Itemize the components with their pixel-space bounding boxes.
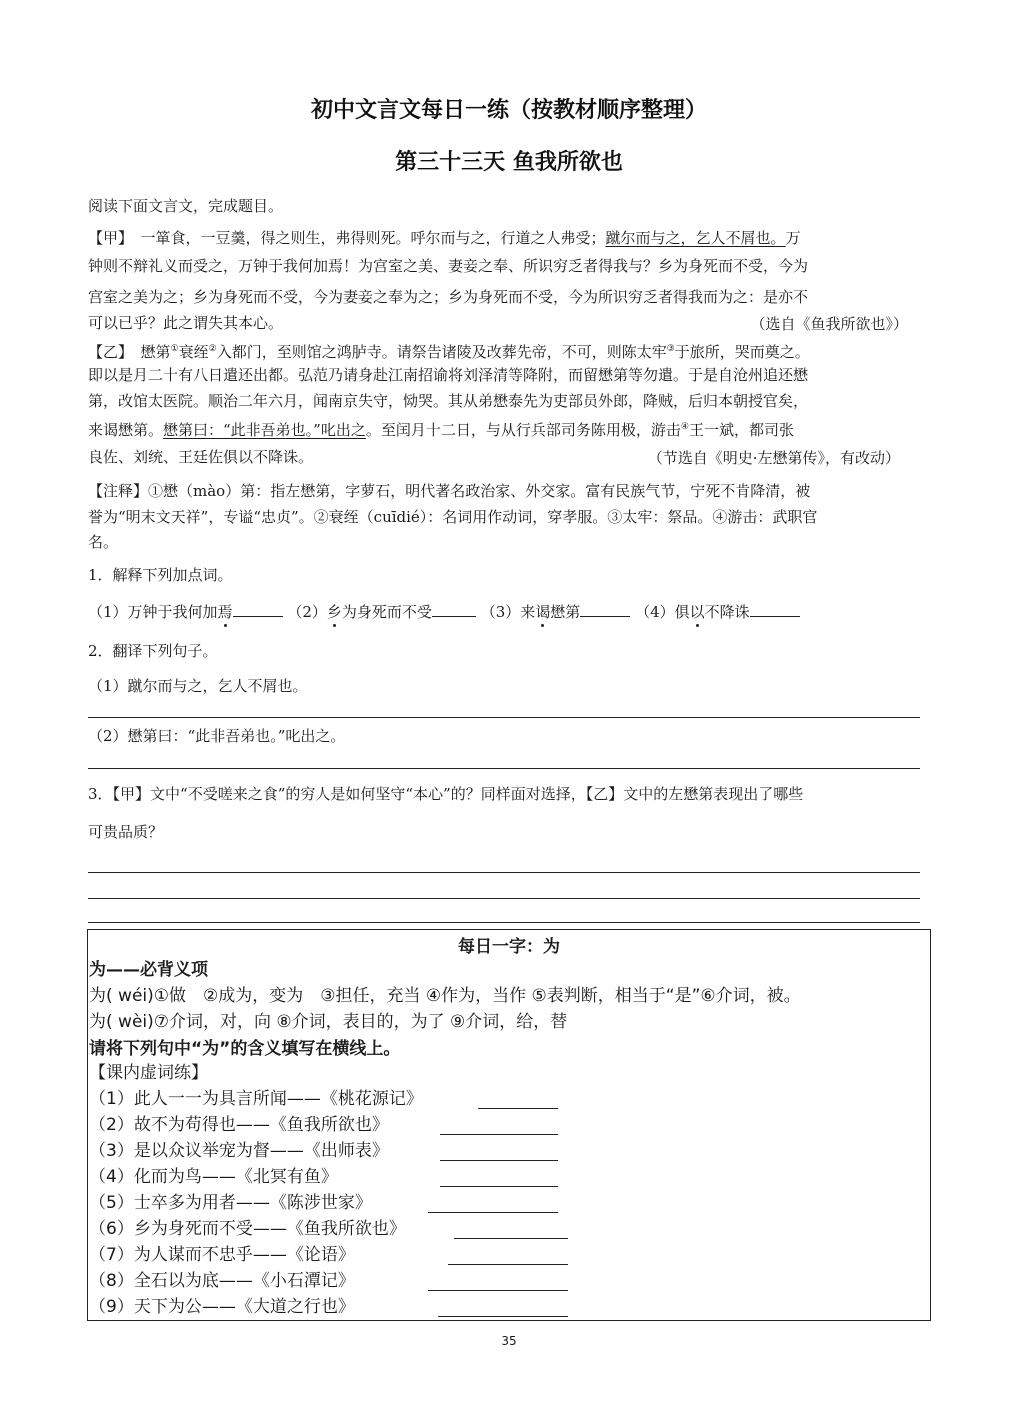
q1-item-2: （2）乡为身死而不受: [287, 603, 432, 621]
passage-jia-line-3: 宫室之美为之；乡为身死而不受，今为妻妾之奉为之；乡为身死而不受，今为所识穷乏者得我而为之：是亦不: [88, 288, 809, 306]
passage-jia-line-2: 钟则不辩礼义而受之，万钟于我何加焉！为宫室之美、妻妾之奉、所识穷乏者得我与？乡为身死而不受，今为: [88, 257, 809, 275]
answer-blank[interactable]: [440, 1186, 558, 1187]
exercise-item-5: （5）士卒多为用者——《陈涉世家》: [89, 1193, 372, 1213]
exercise-item-7: （7）为人谋而不忠乎——《论语》: [89, 1245, 355, 1265]
answer-blank[interactable]: [438, 1316, 568, 1317]
question-1-title: 1．解释下列加点词。: [88, 566, 233, 584]
answer-blank[interactable]: [428, 1290, 568, 1291]
passage-jia-line-1: 【甲】 一箪食，一豆羹，得之则生，弗得则死。呼尔而与之，行道之人弗受；蹴尔而与之，乞人不屑也。万: [88, 229, 801, 247]
lesson-title: 第三十三天 鱼我所欲也: [395, 150, 623, 175]
notes-line-1: 【注释】①懋（mào）第：指左懋第，字萝石，明代著名政治家、外交家。富有民族气节，宁死不肯降清，被: [88, 482, 811, 500]
q1-item-1: （1）万钟于我何加焉: [88, 603, 233, 621]
answer-blank[interactable]: [428, 1212, 558, 1213]
exercise-item-2: （2）故不为苟得也——《鱼我所欲也》: [89, 1115, 389, 1135]
answer-line[interactable]: [88, 717, 920, 718]
underlined-sentence: 懋第曰：“此非吾弟也。”叱出之: [163, 421, 366, 439]
underlined-sentence: 蹴尔而与之，乞人不屑也。: [605, 229, 786, 247]
exercise-item-8: （8）全石以为底——《小石潭记》: [89, 1271, 355, 1291]
exercise-instruction: 请将下列句中“为”的含义填写在横线上。: [89, 1039, 401, 1059]
notes-line-2: 誉为“明末文天祥”，专谥“忠贞”。②衰绖（cuīdié）：名词用作动词，穿孝服。③太牢：祭品。④游击：武职官: [88, 508, 818, 526]
q1-item-4: （4）俱以不降诛: [635, 603, 750, 621]
answer-blank[interactable]: [454, 1238, 568, 1239]
meanings-wei-2: 为( wéi)①做 ②成为，变为 ③担任，充当 ④作为，当作 ⑤表判断，相当于“是”⑥介词，被。: [89, 986, 801, 1006]
passage-yi-line-2: 即以是月二十有八日遣还出都。弘范乃请身赴江南招谕将刘泽清等降附，而留懋第等勿遣。于是自沧州追还懋: [88, 366, 809, 384]
reading-instruction: 阅读下面文言文，完成题目。: [88, 197, 284, 215]
exercise-item-1: （1）此人一一为具言所闻——《桃花源记》: [89, 1089, 423, 1109]
q1-item-3: （3）来谒懋第: [480, 603, 581, 621]
question-3-line-1: 3．【甲】文中“不受嗟来之食”的穷人是如何坚守“本心”的？同样面对选择，【乙】文中的左懋第表现出了哪些: [88, 785, 804, 803]
question-2-sentence-2: （2）懋第曰：“此非吾弟也。”叱出之。: [88, 727, 346, 745]
exercise-item-6: （6）乡为身死而不受——《鱼我所欲也》: [89, 1219, 406, 1239]
answer-blank[interactable]: [750, 600, 800, 617]
passage-jia-line-4: 可以已乎？此之谓失其本心。: [88, 314, 284, 332]
passage-yi-line-3: 第，改馆太医院。顺治二年六月，闻南京失守，恸哭。其从弟懋泰先为吏部员外郎，降贼，后归本朝授官矣，: [88, 392, 809, 410]
answer-blank[interactable]: [440, 1134, 558, 1135]
answer-line[interactable]: [88, 768, 920, 769]
passage-yi-source: （节选自《明史·左懋第传》，有改动）: [647, 449, 900, 467]
answer-blank[interactable]: [478, 1108, 558, 1109]
meanings-heading: 为——必背义项: [89, 960, 208, 980]
answer-blank[interactable]: [440, 1160, 558, 1161]
answer-blank[interactable]: [448, 1264, 568, 1265]
daily-character-title: 每日一字：为: [458, 937, 560, 957]
meanings-wei-4: 为( wèi)⑦介词，对，向 ⑧介词，表目的，为了 ⑨介词，给，替: [89, 1012, 568, 1032]
page-number: 35: [501, 1334, 517, 1348]
exercise-item-3: （3）是以众议举宠为督——《出师表》: [89, 1141, 389, 1161]
passage-jia-source: （选自《鱼我所欲也》）: [750, 315, 908, 333]
notes-line-3: 名。: [88, 533, 119, 551]
passage-yi-line-4: 来谒懋第。懋第曰：“此非吾弟也。”叱出之。至闰月十二日，与从行兵部司务陈用极，游击④王一斌，都司张: [88, 421, 794, 439]
passage-yi-line-5: 良佐、刘统、王廷佐俱以不降诛。: [88, 448, 314, 466]
exercise-section-label: 【课内虚词练】: [89, 1063, 208, 1083]
answer-blank[interactable]: [233, 600, 283, 617]
answer-blank[interactable]: [580, 600, 630, 617]
exercise-item-4: （4）化而为鸟——《北冥有鱼》: [89, 1167, 338, 1187]
question-1-items: [88, 600, 800, 622]
question-3-line-2: 可贵品质？: [88, 823, 164, 841]
passage-yi-line-1: 【乙】 懋第①衰绖②入都门，至则馆之鸿胪寺。请祭告诸陵及改葬先帝，不可，则陈太牢③于旅所，哭而奠之。: [88, 343, 810, 361]
question-2-sentence-1: （1）蹴尔而与之，乞人不屑也。: [88, 677, 308, 695]
answer-blank[interactable]: [432, 600, 476, 617]
question-2-title: 2．翻译下列句子。: [88, 642, 218, 660]
answer-line[interactable]: [88, 872, 920, 873]
page-title: 初中文言文每日一练（按教材顺序整理）: [310, 98, 707, 123]
exercise-item-9: （9）天下为公——《大道之行也》: [89, 1297, 355, 1317]
answer-line[interactable]: [88, 922, 920, 923]
answer-line[interactable]: [88, 898, 920, 899]
